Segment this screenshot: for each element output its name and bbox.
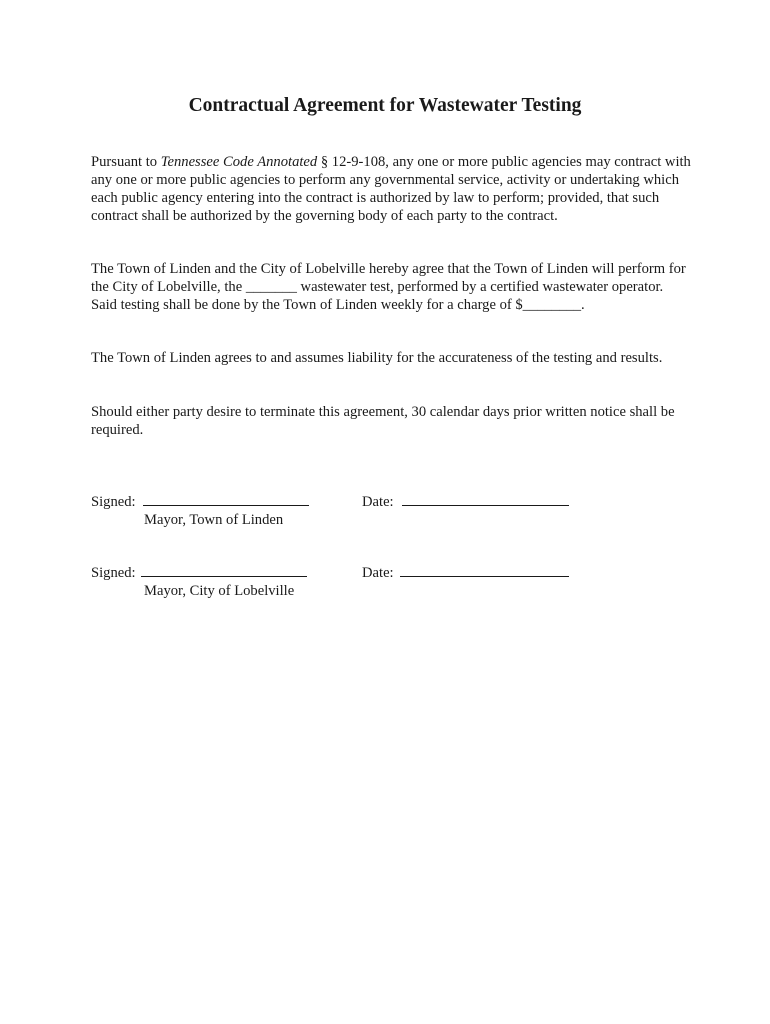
- paragraph-agreement: The Town of Linden and the City of Lobelville hereby agree that the Town of Linden will perform for the City of Lobelville, the _______ wastewater test, performed by a certified wastewater operator. Said testing shall be done by the Town of Linden weekly for a charge of $________.: [91, 261, 686, 314]
- signature-line-lobelville[interactable]: [141, 564, 307, 582]
- date-label-linden: Date:: [362, 494, 394, 510]
- document-title: Contractual Agreement for Wastewater Testing: [188, 95, 582, 116]
- date-label-lobelville: Date:: [362, 565, 394, 581]
- signed-label-linden: Signed:: [91, 494, 136, 510]
- signed-label-lobelville: Signed:: [91, 565, 136, 581]
- signer-name-lobelville: Mayor, City of Lobelville: [144, 583, 295, 599]
- paragraph-statute-rest: § 12-9-108, any one or more public agencies may contract with any one or more public agencies to perform any governmental service, activity or undertaking which each public agency entering into the contract is authorized by law to perform; provided, that such contract shall be authorized by the governing body of each party to the contract.: [91, 154, 691, 225]
- paragraph-statute: [91, 153, 691, 225]
- paragraph-liability: The Town of Linden agrees to and assumes liability for the accurateness of the testing and results.: [91, 350, 663, 366]
- signer-name-linden: Mayor, Town of Linden: [144, 512, 284, 528]
- statute-citation: Tennessee Code Annotated: [160, 154, 318, 170]
- date-line-lobelville[interactable]: [400, 564, 569, 582]
- signature-line-linden[interactable]: [143, 493, 309, 511]
- paragraph-termination: Should either party desire to terminate this agreement, 30 calendar days prior written notice shall be required.: [91, 404, 675, 439]
- date-line-linden[interactable]: [402, 493, 569, 511]
- paragraph-statute-lead: Pursuant to: [91, 154, 161, 170]
